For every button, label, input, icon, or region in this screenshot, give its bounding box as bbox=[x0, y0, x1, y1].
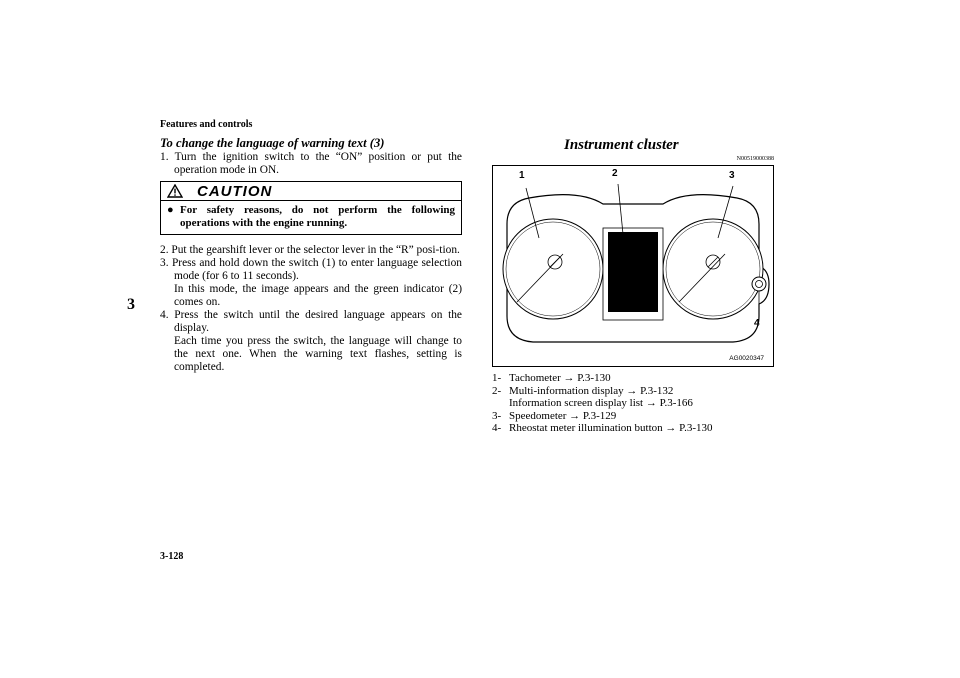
step-text: Press and hold down the switch (1) to enter language selection mode (for 6 to 11 seconds). bbox=[171, 257, 462, 282]
figure-legend bbox=[492, 372, 774, 435]
language-procedure-column bbox=[160, 137, 462, 374]
legend-item: 2- Multi-information display → P.3-132 Information screen display list → P.3-166 bbox=[492, 384, 693, 409]
caution-header bbox=[167, 184, 455, 198]
step-number: 3. bbox=[160, 257, 169, 269]
legend-text: Speedometer → P.3-129 bbox=[509, 409, 617, 422]
legend-item: 1- Tachometer → P.3-130 bbox=[492, 372, 611, 384]
caution-message: For safety reasons, do not perform the following operations with the engine running. bbox=[180, 204, 455, 229]
step-number: 2. bbox=[160, 244, 169, 256]
section-title: Instrument cluster bbox=[564, 137, 679, 153]
instrument-cluster-figure bbox=[492, 165, 774, 367]
multi-information-display bbox=[608, 232, 658, 312]
legend-item: 3- Speedometer → P.3-129 bbox=[492, 409, 617, 422]
running-header: Features and controls bbox=[160, 119, 253, 130]
step-subtext: Each time you press the switch, the language will change to the next one. When the warning text flashes, setting is completed. bbox=[174, 335, 462, 373]
legend-text: Multi-information display → P.3-132 Information screen display list → P.3-166 bbox=[509, 384, 693, 409]
caution-box bbox=[160, 181, 462, 235]
figure-code: AG0020347 bbox=[729, 355, 764, 362]
instrument-cluster-section bbox=[492, 137, 774, 435]
caution-divider bbox=[161, 200, 461, 201]
step-1 bbox=[160, 151, 462, 177]
step-text: Press the switch until the desired language appears on the display. bbox=[174, 309, 462, 334]
bullet-icon: ● bbox=[167, 204, 174, 216]
caution-title: CAUTION bbox=[197, 182, 273, 200]
step-4 bbox=[160, 309, 462, 374]
step-3 bbox=[160, 257, 462, 309]
page-number: 3-128 bbox=[160, 551, 184, 562]
callout-3: 3 bbox=[729, 170, 735, 181]
step-text: Put the gearshift lever or the selector lever in the “R” posi-tion. bbox=[171, 244, 460, 256]
document-code: N00519000388 bbox=[736, 156, 774, 162]
chapter-tab: 3 bbox=[127, 296, 135, 313]
step-text: Turn the ignition switch to the “ON” position or put the operation mode in ON. bbox=[174, 151, 462, 176]
caution-text bbox=[167, 204, 455, 230]
legend-text: Tachometer → P.3-130 bbox=[509, 372, 611, 384]
warning-triangle-icon bbox=[167, 184, 183, 198]
step-number: 1. bbox=[160, 151, 169, 163]
legend-item: 4- Rheostat meter illumination button → P.3-130 bbox=[492, 422, 713, 434]
legend-text: Rheostat meter illumination button → P.3-130 bbox=[509, 422, 713, 434]
step-2 bbox=[160, 244, 462, 257]
section-heading: To change the language of warning text (3) bbox=[160, 136, 385, 150]
instrument-cluster-illustration bbox=[493, 166, 773, 366]
procedure-steps bbox=[160, 151, 462, 177]
callout-2: 2 bbox=[612, 168, 618, 179]
callout-4: 4 bbox=[754, 318, 760, 329]
step-subtext: In this mode, the image appears and the green indicator (2) comes on. bbox=[174, 283, 462, 308]
procedure-steps-continued bbox=[160, 244, 462, 374]
step-number: 4. bbox=[160, 309, 169, 321]
rheostat-button bbox=[752, 277, 766, 291]
callout-1: 1 bbox=[519, 170, 525, 181]
